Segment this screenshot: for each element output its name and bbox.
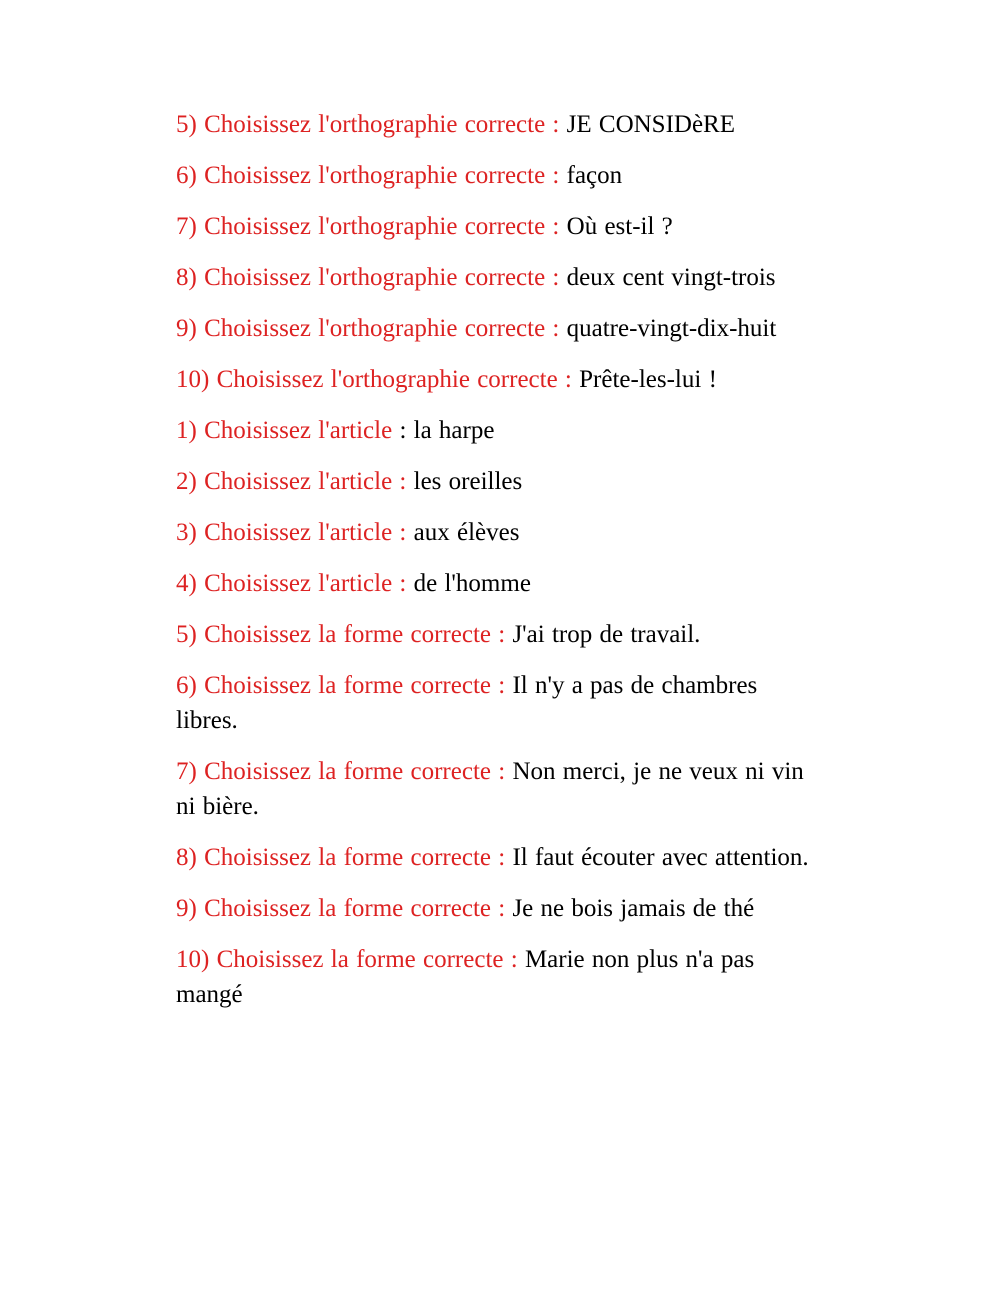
answer-text: Non merci, je ne veux ni vin ni bière. — [176, 758, 804, 820]
answer-text: : la harpe — [399, 417, 495, 444]
question-prompt: 3) Choisissez l'article : — [176, 519, 414, 546]
answer-text: deux cent vingt-trois — [566, 264, 776, 291]
question-prompt: 10) Choisissez la forme correcte : — [176, 946, 525, 973]
question-prompt: 10) Choisissez l'orthographie correcte : — [176, 366, 580, 393]
quiz-item — [176, 840, 821, 875]
quiz-item — [176, 413, 821, 448]
answer-text: Où est-il ? — [566, 213, 673, 240]
quiz-item — [176, 617, 821, 652]
quiz-item — [176, 668, 821, 738]
answer-text: les oreilles — [413, 468, 523, 495]
question-prompt: 5) Choisissez l'orthographie correcte : — [176, 111, 567, 138]
answer-text: JE CONSIDèRE — [566, 111, 735, 138]
answer-text: Marie non plus n'a pas mangé — [176, 946, 755, 1008]
answer-text: Je ne bois jamais de thé — [512, 895, 755, 922]
question-prompt: 8) Choisissez l'orthographie correcte : — [176, 264, 567, 291]
quiz-list — [176, 107, 821, 1028]
question-prompt: 6) Choisissez la forme correcte : — [176, 672, 513, 699]
quiz-item — [176, 362, 821, 397]
quiz-item — [176, 107, 821, 142]
answer-text: quatre-vingt-dix-huit — [566, 315, 777, 342]
quiz-item — [176, 260, 821, 295]
answer-text: J'ai trop de travail. — [512, 621, 701, 648]
answer-text: Il faut écouter avec attention. — [512, 844, 809, 871]
question-prompt: 8) Choisissez la forme correcte : — [176, 844, 513, 871]
quiz-item — [176, 311, 821, 346]
answer-text: Il n'y a pas de chambres libres. — [176, 672, 758, 734]
question-prompt: 7) Choisissez l'orthographie correcte : — [176, 213, 567, 240]
answer-text: Prête-les-lui ! — [579, 366, 717, 393]
quiz-item — [176, 754, 821, 824]
question-prompt: 9) Choisissez la forme correcte : — [176, 895, 513, 922]
question-prompt: 6) Choisissez l'orthographie correcte : — [176, 162, 567, 189]
question-prompt: 7) Choisissez la forme correcte : — [176, 758, 513, 785]
quiz-item — [176, 566, 821, 601]
quiz-item — [176, 891, 821, 926]
question-prompt: 1) Choisissez l'article — [176, 417, 400, 444]
quiz-item — [176, 942, 821, 1012]
quiz-item — [176, 158, 821, 193]
question-prompt: 5) Choisissez la forme correcte : — [176, 621, 513, 648]
question-prompt: 2) Choisissez l'article : — [176, 468, 414, 495]
answer-text: aux élèves — [413, 519, 520, 546]
quiz-item — [176, 464, 821, 499]
quiz-item — [176, 515, 821, 550]
answer-text: de l'homme — [413, 570, 531, 597]
question-prompt: 9) Choisissez l'orthographie correcte : — [176, 315, 567, 342]
question-prompt: 4) Choisissez l'article : — [176, 570, 414, 597]
quiz-item — [176, 209, 821, 244]
answer-text: façon — [566, 162, 623, 189]
